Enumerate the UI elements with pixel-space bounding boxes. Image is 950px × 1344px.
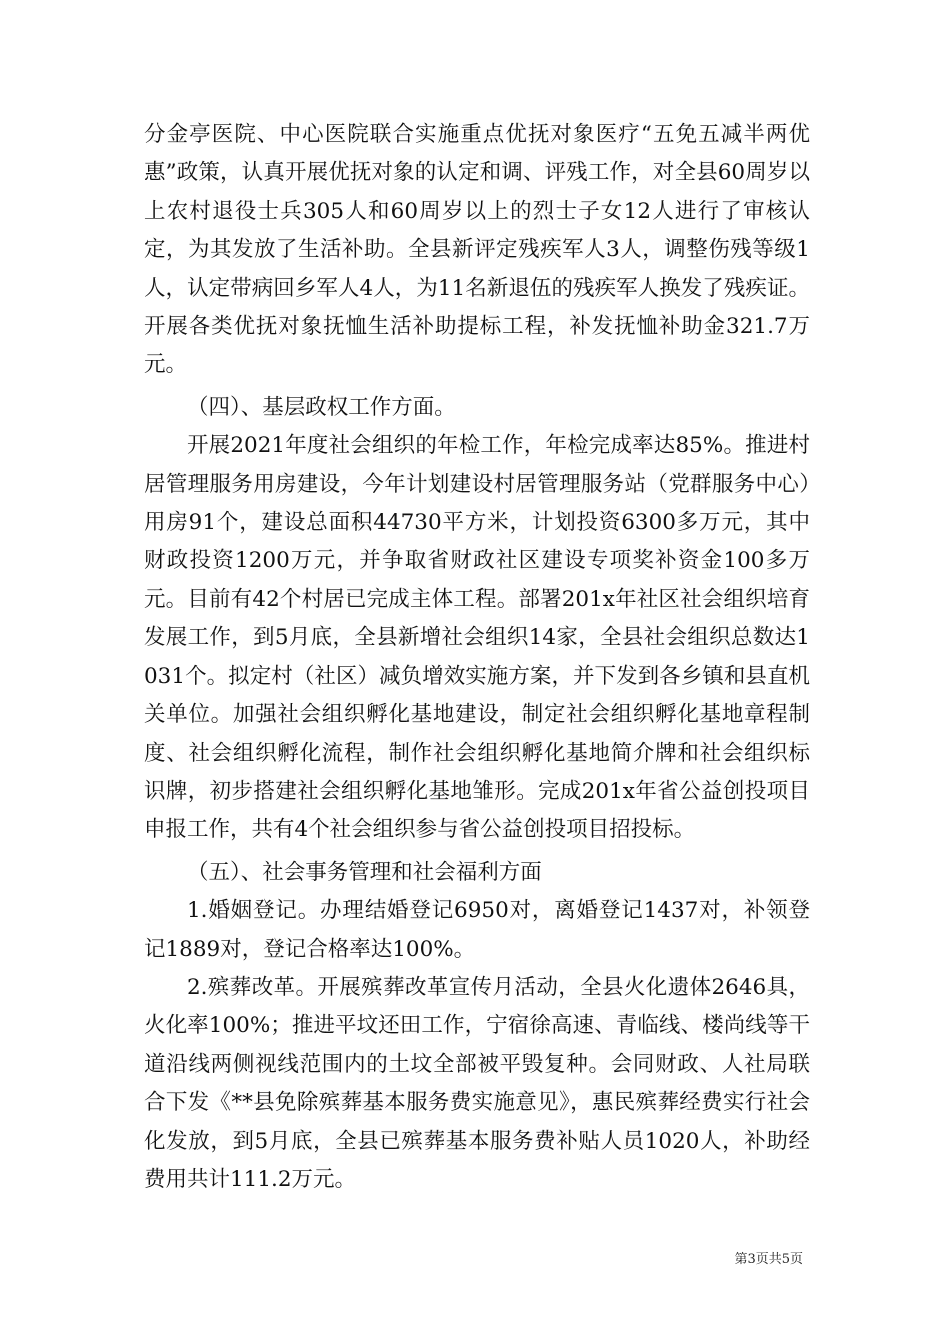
section-heading-grassroots: （四）、基层政权工作方面。: [187, 394, 456, 420]
paragraph-continuation: 分金亭医院、中心医院联合实施重点优抚对象医疗“五免五减半两优惠”政策，认真开展优抚对象的认定和调、评残工作，对全县60周岁以上农村退役士兵305人和60周岁以上的烈士子女12人进行了审核认定，为其发放了生活补助。全县新评定残疾军人3人，调整伤残等级1人，认定带病回乡军人4人，为11名新退伍的残疾军人换发了残疾证。开展各类优抚对象抚恤生活补助提标工程，补发抚恤补助金321.7万元。: [144, 122, 810, 378]
paragraph-funeral-reform: 2.殡葬改革。开展殡葬改革宣传月活动，全县火化遗体2646具，火化率100%；推进平坟还田工作，宁宿徐高速、青临线、楼尚线等干道沿线两侧视线范围内的土坟全部被平毁复种。会同财政、人社局联合下发《**县免除殡葬基本服务费实施意见》，惠民殡葬经费实行社会化发放，到5月底，全县已殡葬基本服务费补贴人员1020人，补助经费用共计111.2万元。: [144, 974, 810, 1192]
page-number: 第3页共5页: [734, 1252, 803, 1267]
document-body: [144, 116, 810, 1199]
section-heading-social-affairs: （五）、社会事务管理和社会福利方面: [187, 859, 542, 885]
paragraph-grassroots: 开展2021年度社会组织的年检工作，年检完成率达85%。推进村居管理服务用房建设，今年计划建设村居管理服务站（党群服务中心）用房91个，建设总面积44730平方米，计划投资6300多万元，其中财政投资1200万元，并争取省财政社区建设专项奖补资金100多万元。目前有42个村居已完成主体工程。部署201x年社区社会组织培育发展工作，到5月底，全县新增社会组织14家，全县社会组织总数达1031个。拟定村（社区）减负增效实施方案，并下发到各乡镇和县直机关单位。加强社会组织孵化基地建设，制定社会组织孵化基地章程制度、社会组织孵化流程，制作社会组织孵化基地简介牌和社会组织标识牌，初步搭建社会组织孵化基地雏形。完成201x年省公益创投项目申报工作，共有4个社会组织参与省公益创投项目招投标。: [144, 433, 810, 843]
paragraph-marriage-registration: 1.婚姻登记。办理结婚登记6950对，离婚登记1437对，补领登记1889对，登记合格率达100%。: [144, 898, 810, 962]
